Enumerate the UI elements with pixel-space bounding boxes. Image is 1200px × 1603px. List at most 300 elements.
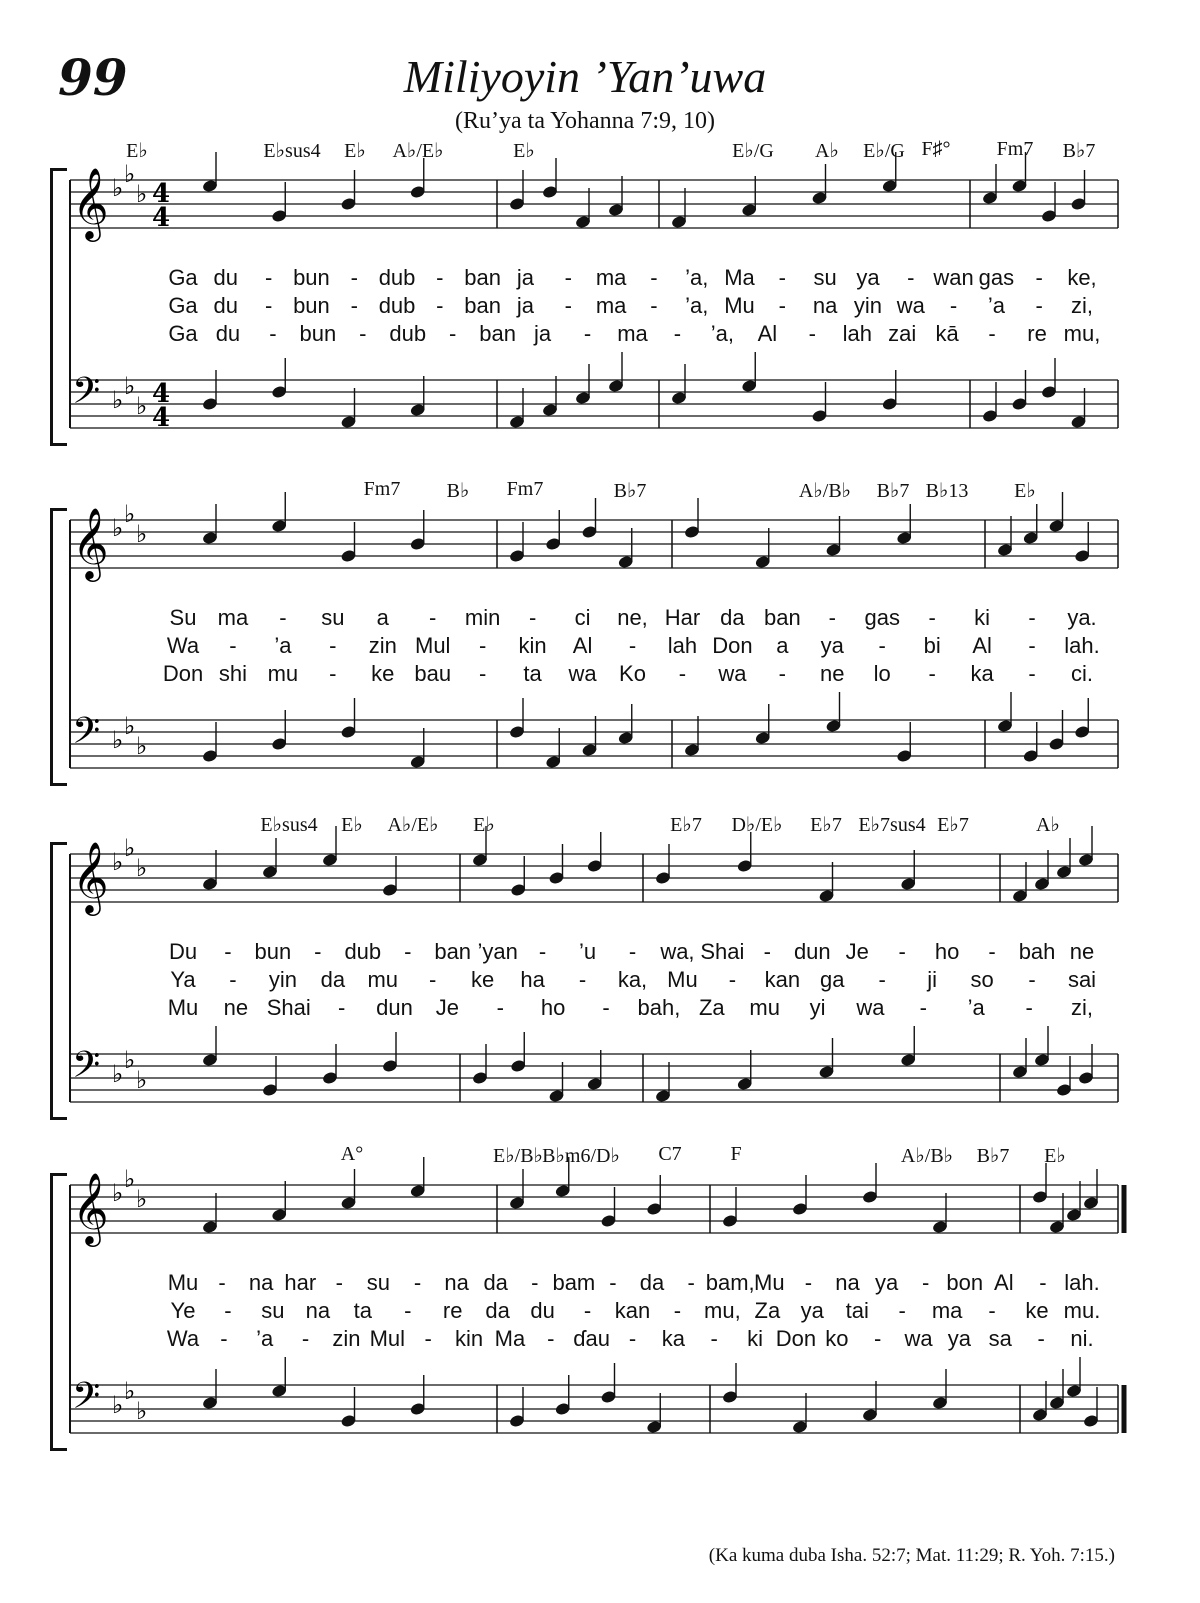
flat-sign-icon: ♭	[136, 392, 148, 420]
syllable-hyphen: -	[928, 661, 936, 686]
lyric-syllable: yi	[809, 995, 826, 1020]
syllable-hyphen: -	[878, 633, 886, 658]
syllable-hyphen: -	[436, 265, 444, 290]
flat-sign-icon: ♭	[112, 848, 124, 876]
chord-symbol: B♭m6/D♭	[542, 1145, 620, 1167]
syllable-hyphen: -	[424, 1326, 432, 1351]
lyric-syllable: ɗau	[573, 1326, 610, 1351]
syllable-hyphen: -	[478, 661, 487, 686]
lyric-syllable: ki	[974, 605, 991, 630]
syllable-hyphen: -	[429, 967, 437, 992]
lyric-syllable: zin	[332, 1326, 361, 1351]
syllable-hyphen: -	[224, 939, 232, 964]
music-system	[50, 812, 1130, 1142]
syllable-hyphen: -	[687, 1270, 695, 1295]
syllable-hyphen: -	[878, 967, 886, 992]
scripture-references: (Ka kuma duba Isha. 52:7; Mat. 11:29; R. Yoh. 7:15.)	[708, 1545, 1115, 1566]
chord-symbol: B♭	[446, 480, 470, 502]
time-signature: 4	[152, 379, 171, 409]
chord-symbol: E♭7	[937, 814, 969, 836]
lyric-syllable: mu.	[1063, 1298, 1101, 1323]
lyric-syllable: Ga	[168, 321, 198, 346]
chord-symbol: A♭/E♭	[392, 140, 444, 162]
syllable-hyphen: -	[547, 1326, 555, 1351]
lyric-verse-2	[50, 633, 1130, 663]
lyric-syllable: su	[813, 265, 837, 290]
chord-symbol: F	[730, 1143, 742, 1165]
lyric-syllable: ji	[927, 967, 938, 992]
lyric-syllable: ke	[471, 967, 495, 992]
flat-sign-icon: ♭	[124, 1165, 136, 1193]
lyric-syllable: ka,	[617, 967, 648, 992]
syllable-hyphen: -	[449, 321, 457, 346]
syllable-hyphen: -	[229, 967, 237, 992]
flat-sign-icon: ♭	[112, 386, 124, 414]
syllable-hyphen: -	[314, 939, 322, 964]
syllable-hyphen: -	[1028, 605, 1036, 630]
flat-sign-icon: ♭	[124, 372, 136, 400]
flat-sign-icon: ♭	[112, 174, 124, 202]
lyric-syllable: Mul	[369, 1326, 406, 1351]
lyric-syllable: ke,	[1067, 265, 1097, 290]
syllable-hyphen: -	[928, 605, 936, 630]
lyric-syllable: ma	[931, 1298, 963, 1323]
lyric-syllable: Mu	[754, 1270, 785, 1295]
syllable-hyphen: -	[673, 1298, 682, 1323]
syllable-hyphen: -	[650, 265, 658, 290]
lyric-syllable: Ma	[494, 1326, 526, 1351]
lyric-syllable: bam	[552, 1270, 596, 1295]
lyric-syllable: ki	[747, 1326, 764, 1351]
lyric-syllable: Mu	[167, 1270, 199, 1295]
lyric-syllable: ci	[574, 605, 591, 630]
lyric-syllable: Al	[572, 633, 593, 658]
syllable-hyphen: -	[804, 1270, 813, 1295]
syllable-hyphen: -	[583, 1298, 592, 1323]
lyric-syllable: ta	[353, 1298, 372, 1323]
chord-symbol: Fm7	[363, 478, 401, 500]
flat-sign-icon: ♭	[124, 160, 136, 188]
lyric-syllable: ’a	[967, 995, 985, 1020]
lyric-syllable: da	[639, 1270, 665, 1295]
lyric-syllable: ho	[934, 939, 960, 964]
syllable-hyphen: -	[359, 321, 367, 346]
chord-symbol: E♭	[1014, 480, 1036, 502]
lyric-syllable: kan	[764, 967, 801, 992]
lyric-syllable: har	[284, 1270, 317, 1295]
lyric-syllable: ne	[820, 661, 845, 686]
lyric-syllable: ’a,	[710, 321, 735, 346]
syllable-hyphen: -	[269, 321, 277, 346]
syllable-hyphen: -	[564, 265, 572, 290]
lyric-syllable: dub	[344, 939, 382, 964]
flat-sign-icon: ♭	[124, 712, 136, 740]
chord-symbol: A♭/E♭	[387, 814, 439, 836]
flat-sign-icon: ♭	[136, 1066, 148, 1094]
syllable-hyphen: -	[907, 265, 915, 290]
syllable-hyphen: -	[404, 1298, 412, 1323]
chord-symbol: B♭7	[976, 1145, 1010, 1167]
lyric-syllable: ban	[464, 265, 502, 290]
lyric-syllable: Ma	[724, 265, 755, 290]
time-signature: 4	[152, 179, 171, 209]
syllable-hyphen: -	[650, 293, 658, 318]
syllable-hyphen: -	[898, 939, 906, 964]
syllable-hyphen: -	[602, 995, 610, 1020]
chord-symbol: B♭13	[925, 480, 969, 502]
lyric-syllable: gas	[978, 265, 1015, 290]
lyric-syllable: re	[1027, 321, 1047, 346]
lyric-syllable: Su	[169, 605, 197, 630]
flat-sign-icon: ♭	[112, 1060, 124, 1088]
lyric-syllable: ya	[820, 633, 844, 658]
lyric-syllable: ’u	[578, 939, 597, 964]
lyric-syllable: Mu	[667, 967, 698, 992]
lyric-syllable: Wa	[166, 1326, 200, 1351]
lyric-syllable: ya	[874, 1270, 899, 1295]
flat-sign-icon: ♭	[136, 732, 148, 760]
lyric-syllable: kan	[614, 1298, 651, 1323]
lyric-verse-3	[50, 995, 1130, 1025]
chord-symbol: Fm7	[506, 478, 544, 500]
syllable-hyphen: -	[778, 661, 786, 686]
chord-symbol: E♭	[1044, 1145, 1066, 1167]
lyric-syllable: wa	[856, 995, 885, 1020]
time-signature: 4	[152, 403, 171, 433]
lyric-syllable: Je	[435, 995, 460, 1020]
syllable-hyphen: -	[478, 633, 487, 658]
syllable-hyphen: -	[728, 967, 737, 992]
lyric-syllable: sa	[988, 1326, 1012, 1351]
syllable-hyphen: -	[301, 1326, 310, 1351]
lyric-syllable: ya	[856, 265, 880, 290]
syllable-hyphen: -	[229, 633, 237, 658]
lyric-syllable: shi	[218, 661, 247, 686]
lyric-syllable: ho	[540, 995, 566, 1020]
lyric-syllable: kin	[454, 1326, 484, 1351]
lyric-syllable: sai	[1067, 967, 1097, 992]
syllable-hyphen: -	[678, 661, 687, 686]
syllable-hyphen: -	[279, 605, 287, 630]
flat-sign-icon: ♭	[136, 520, 148, 548]
chord-symbol: B♭7	[1062, 140, 1096, 162]
chord-symbol: E♭7sus4	[858, 814, 926, 836]
flat-sign-icon: ♭	[136, 1185, 148, 1213]
lyric-syllable: ban	[763, 605, 801, 630]
syllable-hyphen: -	[1028, 661, 1036, 686]
lyric-syllable: Ga	[168, 293, 198, 318]
lyric-syllable: yin	[853, 293, 882, 318]
lyric-syllable: ya	[947, 1326, 972, 1351]
lyric-syllable: ’a	[256, 1326, 274, 1351]
lyric-syllable: wa	[568, 661, 597, 686]
syllable-hyphen: -	[413, 1270, 422, 1295]
syllable-hyphen: -	[949, 293, 958, 318]
lyric-syllable: dub	[378, 265, 416, 290]
syllable-hyphen: -	[1025, 995, 1033, 1020]
lyric-syllable: du	[213, 265, 239, 290]
lyric-syllable: ma	[595, 293, 627, 318]
chord-symbol: E♭sus4	[263, 140, 321, 162]
flat-sign-icon: ♭	[136, 1397, 148, 1425]
treble-clef-icon: 𝄞	[72, 840, 109, 913]
hymn-subtitle: (Ru’ya ta Yohanna 7:9, 10)	[455, 108, 715, 134]
syllable-hyphen: -	[337, 995, 346, 1020]
lyric-syllable: Shai	[700, 939, 745, 964]
syllable-hyphen: -	[218, 1270, 226, 1295]
lyric-syllable: Ga	[168, 265, 198, 290]
flat-sign-icon: ♭	[112, 1179, 124, 1207]
lyric-syllable: ne	[1069, 939, 1095, 964]
lyric-syllable: ’a,	[685, 265, 709, 290]
lyric-syllable: kā	[935, 321, 959, 346]
syllable-hyphen: -	[921, 1270, 930, 1295]
lyric-syllable: du	[215, 321, 241, 346]
hymn-number: 99	[58, 48, 128, 107]
lyric-syllable: su	[366, 1270, 391, 1295]
lyric-syllable: Mu	[167, 995, 199, 1020]
lyric-syllable: ya	[800, 1298, 824, 1323]
lyric-syllable: Don	[775, 1326, 817, 1351]
lyric-syllable: Al	[757, 321, 778, 346]
music-system	[50, 478, 1130, 808]
lyric-syllable: lah	[667, 633, 698, 658]
syllable-hyphen: -	[528, 605, 537, 630]
syllable-hyphen: -	[1028, 967, 1036, 992]
lyric-syllable: ’yan	[477, 939, 518, 964]
syllable-hyphen: -	[329, 661, 337, 686]
lyric-syllable: bun	[299, 321, 337, 346]
lyric-syllable: ka	[970, 661, 994, 686]
syllable-hyphen: -	[496, 995, 504, 1020]
lyric-verse-2	[50, 1298, 1130, 1328]
syllable-hyphen: -	[628, 1326, 637, 1351]
hymn-title: Miliyoyin ’Yan’uwa	[403, 51, 767, 102]
bass-clef-icon: 𝄢	[72, 1375, 101, 1426]
music-system	[50, 138, 1130, 468]
chord-symbol: A♭	[1036, 814, 1060, 836]
lyric-syllable: du	[213, 293, 239, 318]
lyric-verse-2	[50, 967, 1130, 997]
lyric-syllable: su	[321, 605, 345, 630]
syllable-hyphen: -	[220, 1326, 228, 1351]
lyric-syllable: dub	[378, 293, 416, 318]
flat-sign-icon: ♭	[124, 1377, 136, 1405]
lyric-syllable: lo	[873, 661, 891, 686]
lyric-syllable: bah	[1018, 939, 1056, 964]
lyric-syllable: mu,	[704, 1298, 741, 1323]
lyric-syllable: wan	[933, 265, 974, 290]
lyric-syllable: ja	[516, 265, 535, 290]
lyric-syllable: ma	[595, 265, 627, 290]
lyric-syllable: zin	[368, 633, 397, 658]
lyric-syllable: ’a	[987, 293, 1005, 318]
syllable-hyphen: -	[578, 967, 587, 992]
lyric-syllable: wa,	[660, 939, 695, 964]
syllable-hyphen: -	[264, 265, 273, 290]
lyric-syllable: ne	[223, 995, 249, 1020]
chord-symbol: E♭	[126, 140, 148, 162]
lyric-verse-2	[50, 293, 1130, 323]
lyric-syllable: mu	[749, 995, 780, 1020]
lyric-syllable: ya.	[1067, 605, 1097, 630]
lyric-syllable: Du	[168, 939, 198, 964]
lyric-syllable: bah,	[637, 995, 681, 1020]
chord-symbol: A♭	[815, 140, 839, 162]
lyric-syllable: ban	[464, 293, 502, 318]
lyric-syllable: ha	[520, 967, 545, 992]
syllable-hyphen: -	[531, 1270, 539, 1295]
lyric-syllable: lah.	[1064, 1270, 1100, 1295]
flat-sign-icon: ♭	[112, 726, 124, 754]
lyric-verse-1	[50, 1270, 1130, 1300]
lyric-syllable: kin	[518, 633, 547, 658]
lyric-syllable: na	[248, 1270, 274, 1295]
lyric-syllable: da	[720, 605, 745, 630]
lyric-syllable: da	[485, 1298, 510, 1323]
lyric-syllable: bam,	[705, 1270, 755, 1295]
syllable-hyphen: -	[628, 633, 637, 658]
syllable-hyphen: -	[224, 1298, 232, 1323]
syllable-hyphen: -	[1039, 1270, 1047, 1295]
chord-symbol: A°	[340, 1143, 364, 1165]
chord-symbol: E♭7	[810, 814, 842, 836]
lyric-syllable: mu	[367, 967, 399, 992]
lyric-verse-3	[50, 661, 1130, 691]
syllable-hyphen: -	[350, 265, 358, 290]
lyric-syllable: ke	[1025, 1298, 1049, 1323]
syllable-hyphen: -	[808, 321, 816, 346]
flat-sign-icon: ♭	[124, 834, 136, 862]
lyric-syllable: bun	[293, 293, 330, 318]
chord-symbol: A♭/B♭	[900, 1145, 954, 1167]
syllable-hyphen: -	[874, 1326, 882, 1351]
lyric-syllable: ko	[825, 1326, 849, 1351]
lyric-syllable: zai	[888, 321, 917, 346]
chord-symbol: E♭	[473, 814, 495, 836]
lyric-verse-1	[50, 939, 1130, 969]
lyric-syllable: lah	[842, 321, 872, 346]
flat-sign-icon: ♭	[112, 514, 124, 542]
lyric-syllable: Je	[845, 939, 869, 964]
lyric-syllable: min	[464, 605, 501, 630]
lyric-syllable: ’a	[274, 633, 292, 658]
lyric-syllable: ne,	[617, 605, 648, 630]
time-signature: 4	[152, 203, 171, 233]
lyric-syllable: yin	[268, 967, 297, 992]
chord-symbol: B♭7	[613, 480, 647, 502]
music-system	[50, 1143, 1130, 1473]
lyric-syllable: gas	[864, 605, 900, 630]
lyric-syllable: lah.	[1064, 633, 1100, 658]
lyric-syllable: da	[483, 1270, 508, 1295]
lyric-syllable: dun	[793, 939, 831, 964]
syllable-hyphen: -	[898, 1298, 906, 1323]
lyric-syllable: Za	[698, 995, 725, 1020]
syllable-hyphen: -	[828, 605, 836, 630]
flat-sign-icon: ♭	[124, 1046, 136, 1074]
lyric-syllable: ja	[516, 293, 535, 318]
syllable-hyphen: -	[710, 1326, 718, 1351]
lyric-syllable: ja	[534, 321, 552, 346]
lyric-syllable: ta	[523, 661, 542, 686]
lyric-verse-1	[50, 605, 1130, 635]
chord-symbol: E♭	[341, 814, 363, 836]
lyric-syllable: bun	[293, 265, 330, 290]
treble-clef-icon: 𝄞	[72, 166, 109, 239]
lyric-syllable: wa	[718, 661, 747, 686]
chord-symbol: C7	[658, 1143, 682, 1165]
lyric-syllable: Al	[972, 633, 992, 658]
syllable-hyphen: -	[778, 265, 786, 290]
chord-symbol: E♭7	[670, 814, 702, 836]
treble-clef-icon: 𝄞	[72, 506, 109, 579]
lyric-syllable: bon	[946, 1270, 984, 1295]
lyric-syllable: bau	[414, 661, 452, 686]
syllable-hyphen: -	[988, 321, 996, 346]
lyric-syllable: na	[835, 1270, 860, 1295]
lyric-syllable: ga	[820, 967, 845, 992]
syllable-hyphen: -	[609, 1270, 617, 1295]
chord-symbol: F♯°	[921, 138, 951, 160]
lyric-verse-1	[50, 265, 1130, 295]
syllable-hyphen: -	[538, 939, 547, 964]
flat-sign-icon: ♭	[136, 180, 148, 208]
bass-clef-icon: 𝄢	[72, 710, 101, 761]
lyric-syllable: ke	[371, 661, 395, 686]
lyric-syllable: so	[970, 967, 994, 992]
lyric-syllable: zi,	[1071, 995, 1093, 1020]
lyric-syllable: mu	[267, 661, 299, 686]
lyric-syllable: Don	[162, 661, 204, 686]
lyric-syllable: Wa	[166, 633, 200, 658]
chord-symbol: E♭sus4	[260, 814, 318, 836]
flat-sign-icon: ♭	[112, 1391, 124, 1419]
lyric-syllable: mu,	[1063, 321, 1101, 346]
syllable-hyphen: -	[988, 939, 996, 964]
lyric-syllable: a	[376, 605, 389, 630]
lyric-syllable: Za	[754, 1298, 781, 1323]
lyric-syllable: Ya	[170, 967, 196, 992]
syllable-hyphen: -	[673, 321, 682, 346]
lyric-syllable: Al	[994, 1270, 1014, 1295]
syllable-hyphen: -	[264, 293, 273, 318]
chord-symbol: E♭	[513, 140, 535, 162]
lyric-syllable: ban	[479, 321, 516, 346]
lyric-syllable: ban	[434, 939, 472, 964]
lyric-syllable: su	[261, 1298, 285, 1323]
syllable-hyphen: -	[988, 1298, 996, 1323]
chord-symbol: D♭/E♭	[731, 814, 783, 836]
syllable-hyphen: -	[436, 293, 444, 318]
lyric-verse-3	[50, 1326, 1130, 1356]
lyric-syllable: Ye	[170, 1298, 196, 1323]
flat-sign-icon: ♭	[136, 854, 148, 882]
lyric-syllable: re	[442, 1298, 463, 1323]
treble-clef-icon: 𝄞	[72, 1171, 109, 1244]
lyric-syllable: Har	[664, 605, 701, 630]
syllable-hyphen: -	[778, 293, 786, 318]
chord-symbol: E♭	[344, 140, 366, 162]
lyric-syllable: ma	[217, 605, 249, 630]
lyric-syllable: ci.	[1071, 661, 1093, 686]
lyric-syllable: ni.	[1070, 1326, 1094, 1351]
lyric-syllable: ka	[661, 1326, 685, 1351]
lyric-syllable: zi,	[1071, 293, 1093, 318]
lyric-syllable: du	[530, 1298, 555, 1323]
bass-clef-icon: 𝄢	[72, 370, 101, 421]
chord-symbol: A♭/B♭	[798, 480, 852, 502]
